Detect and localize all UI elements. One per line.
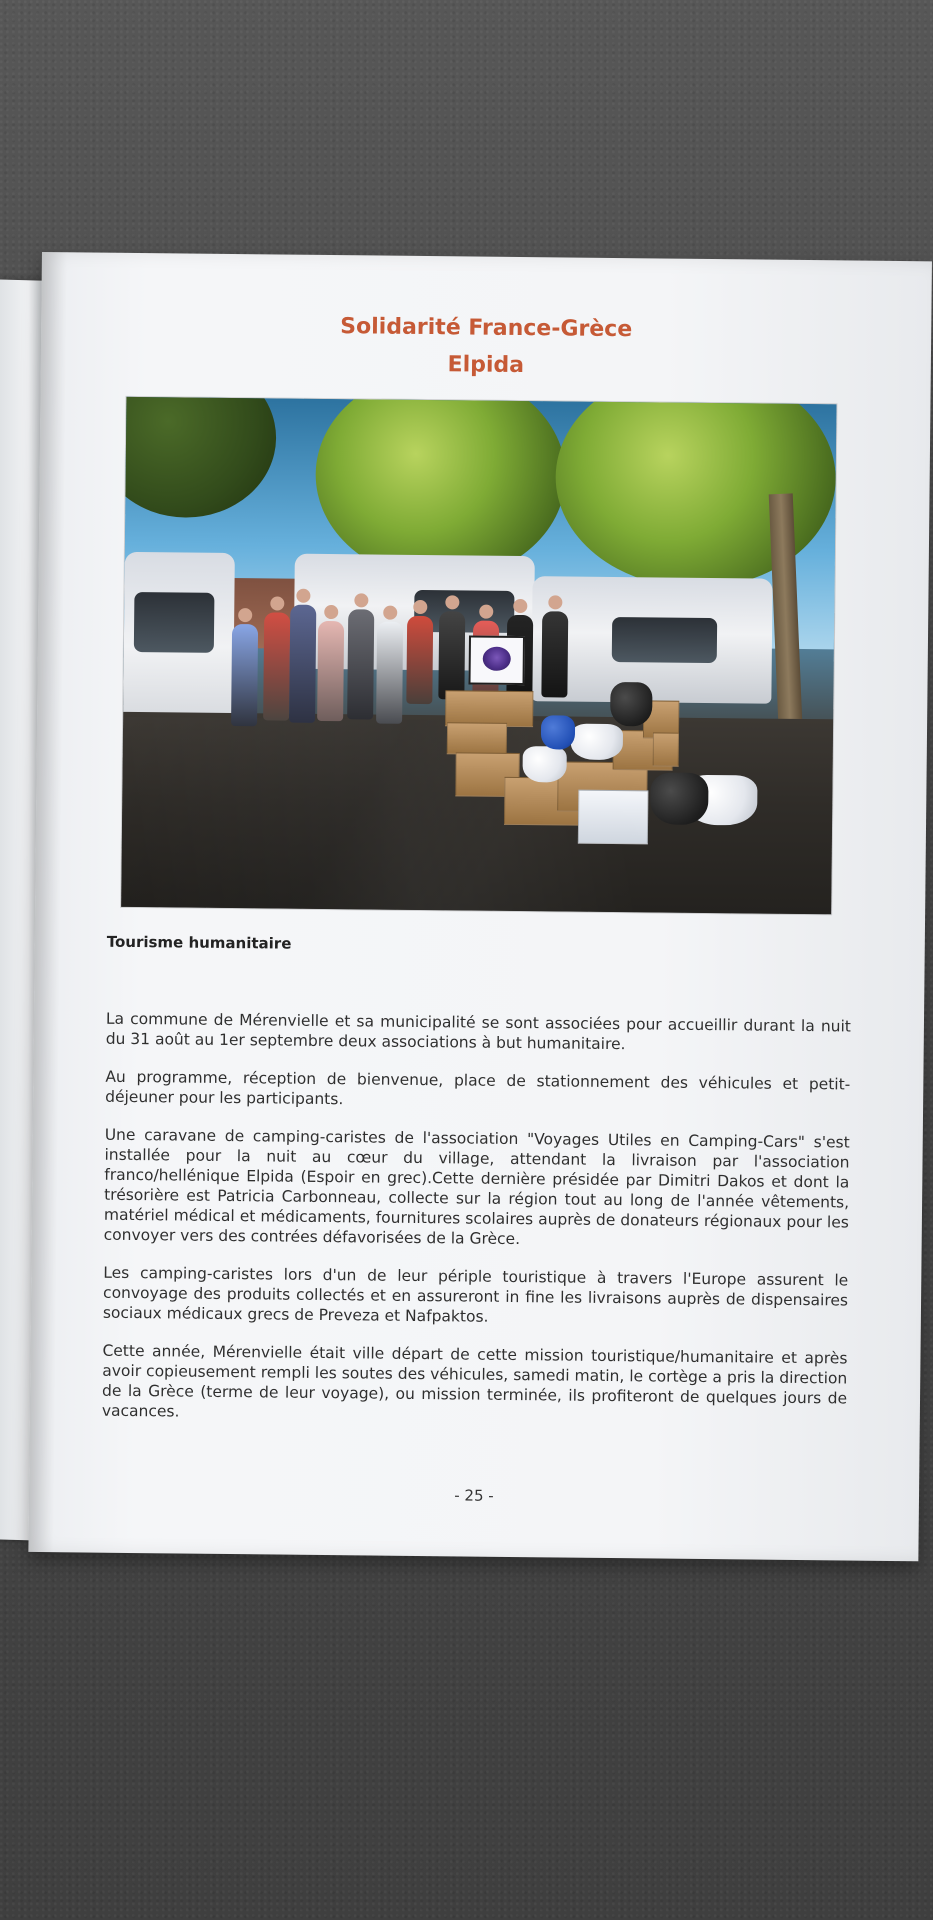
group-photo — [121, 397, 836, 914]
person — [263, 612, 290, 720]
person — [406, 616, 433, 704]
white-bag — [522, 746, 566, 782]
booklet-page — [28, 252, 932, 1561]
page-title-line-1: Solidarité France-Grèce — [340, 314, 633, 343]
article-paragraph-1: La commune de Mérenvielle et sa municipalité se sont associées pour accueillir durant la nuit du 31 août au 1er septembre deux associations à but humanitaire. — [105, 1009, 852, 1054]
page-title-line-2: Elpida — [447, 352, 525, 379]
article-body — [102, 1009, 851, 1447]
person — [438, 611, 465, 699]
photo-caption: Tourisme humanitaire — [106, 932, 292, 953]
association-sign — [468, 635, 525, 685]
black-bag — [650, 772, 709, 825]
article-paragraph-3: Une caravane de camping-caristes de l'association "Voyages Utiles en Camping-Cars" s'est installée pour la nuit au cœur du village, attendant la livraison par l'association franco/hellénique Elpida (Espoir en grec).Cette dernière présidée par Dimitri Dakos et dont la trésorière est Patricia Carbonneau, collecte sur la région tout au long de l'année vêtements, matériel médical et médicaments, fournitures scolaires auprès de donateurs régionaux pour les convoyer vers des contrées défavorisées de la Grèce. — [103, 1125, 850, 1249]
article-paragraph-5: Cette année, Mérenvielle était ville départ de cette mission touristique/humanitaire et après avoir copieusement rempli les soutes des véhicules, samedi matin, le cortège a pris la direction de la Grèce (terme de leur voyage), ou mission terminée, ils profiteront de quelques jours de vacances. — [101, 1341, 848, 1421]
motorhome-windshield — [134, 592, 215, 653]
person — [541, 611, 568, 697]
person — [289, 605, 316, 723]
cardboard-box — [653, 732, 679, 766]
white-bag — [571, 724, 623, 761]
person — [317, 621, 344, 721]
motorhome-windshield — [612, 617, 717, 663]
person — [376, 622, 403, 724]
page-number: - 25 - — [454, 1486, 494, 1505]
white-box — [578, 790, 649, 845]
blue-bag — [541, 715, 575, 749]
cardboard-box — [447, 722, 507, 755]
association-emblem — [483, 647, 511, 671]
black-bag — [610, 682, 652, 726]
person — [231, 624, 258, 726]
article-paragraph-4: Les camping-caristes lors d'un de leur périple touristique à travers l'Europe assurent le convoyage des produits collectés et en assureront in fine les livraisons auprès de dispensaires sociaux médicaux grecs de Preveza et Nafpaktos. — [102, 1263, 849, 1326]
article-paragraph-2: Au programme, réception de bienvenue, place de stationnement des véhicules et petit-déjeuner pour les participants. — [105, 1067, 851, 1109]
person — [347, 609, 374, 719]
